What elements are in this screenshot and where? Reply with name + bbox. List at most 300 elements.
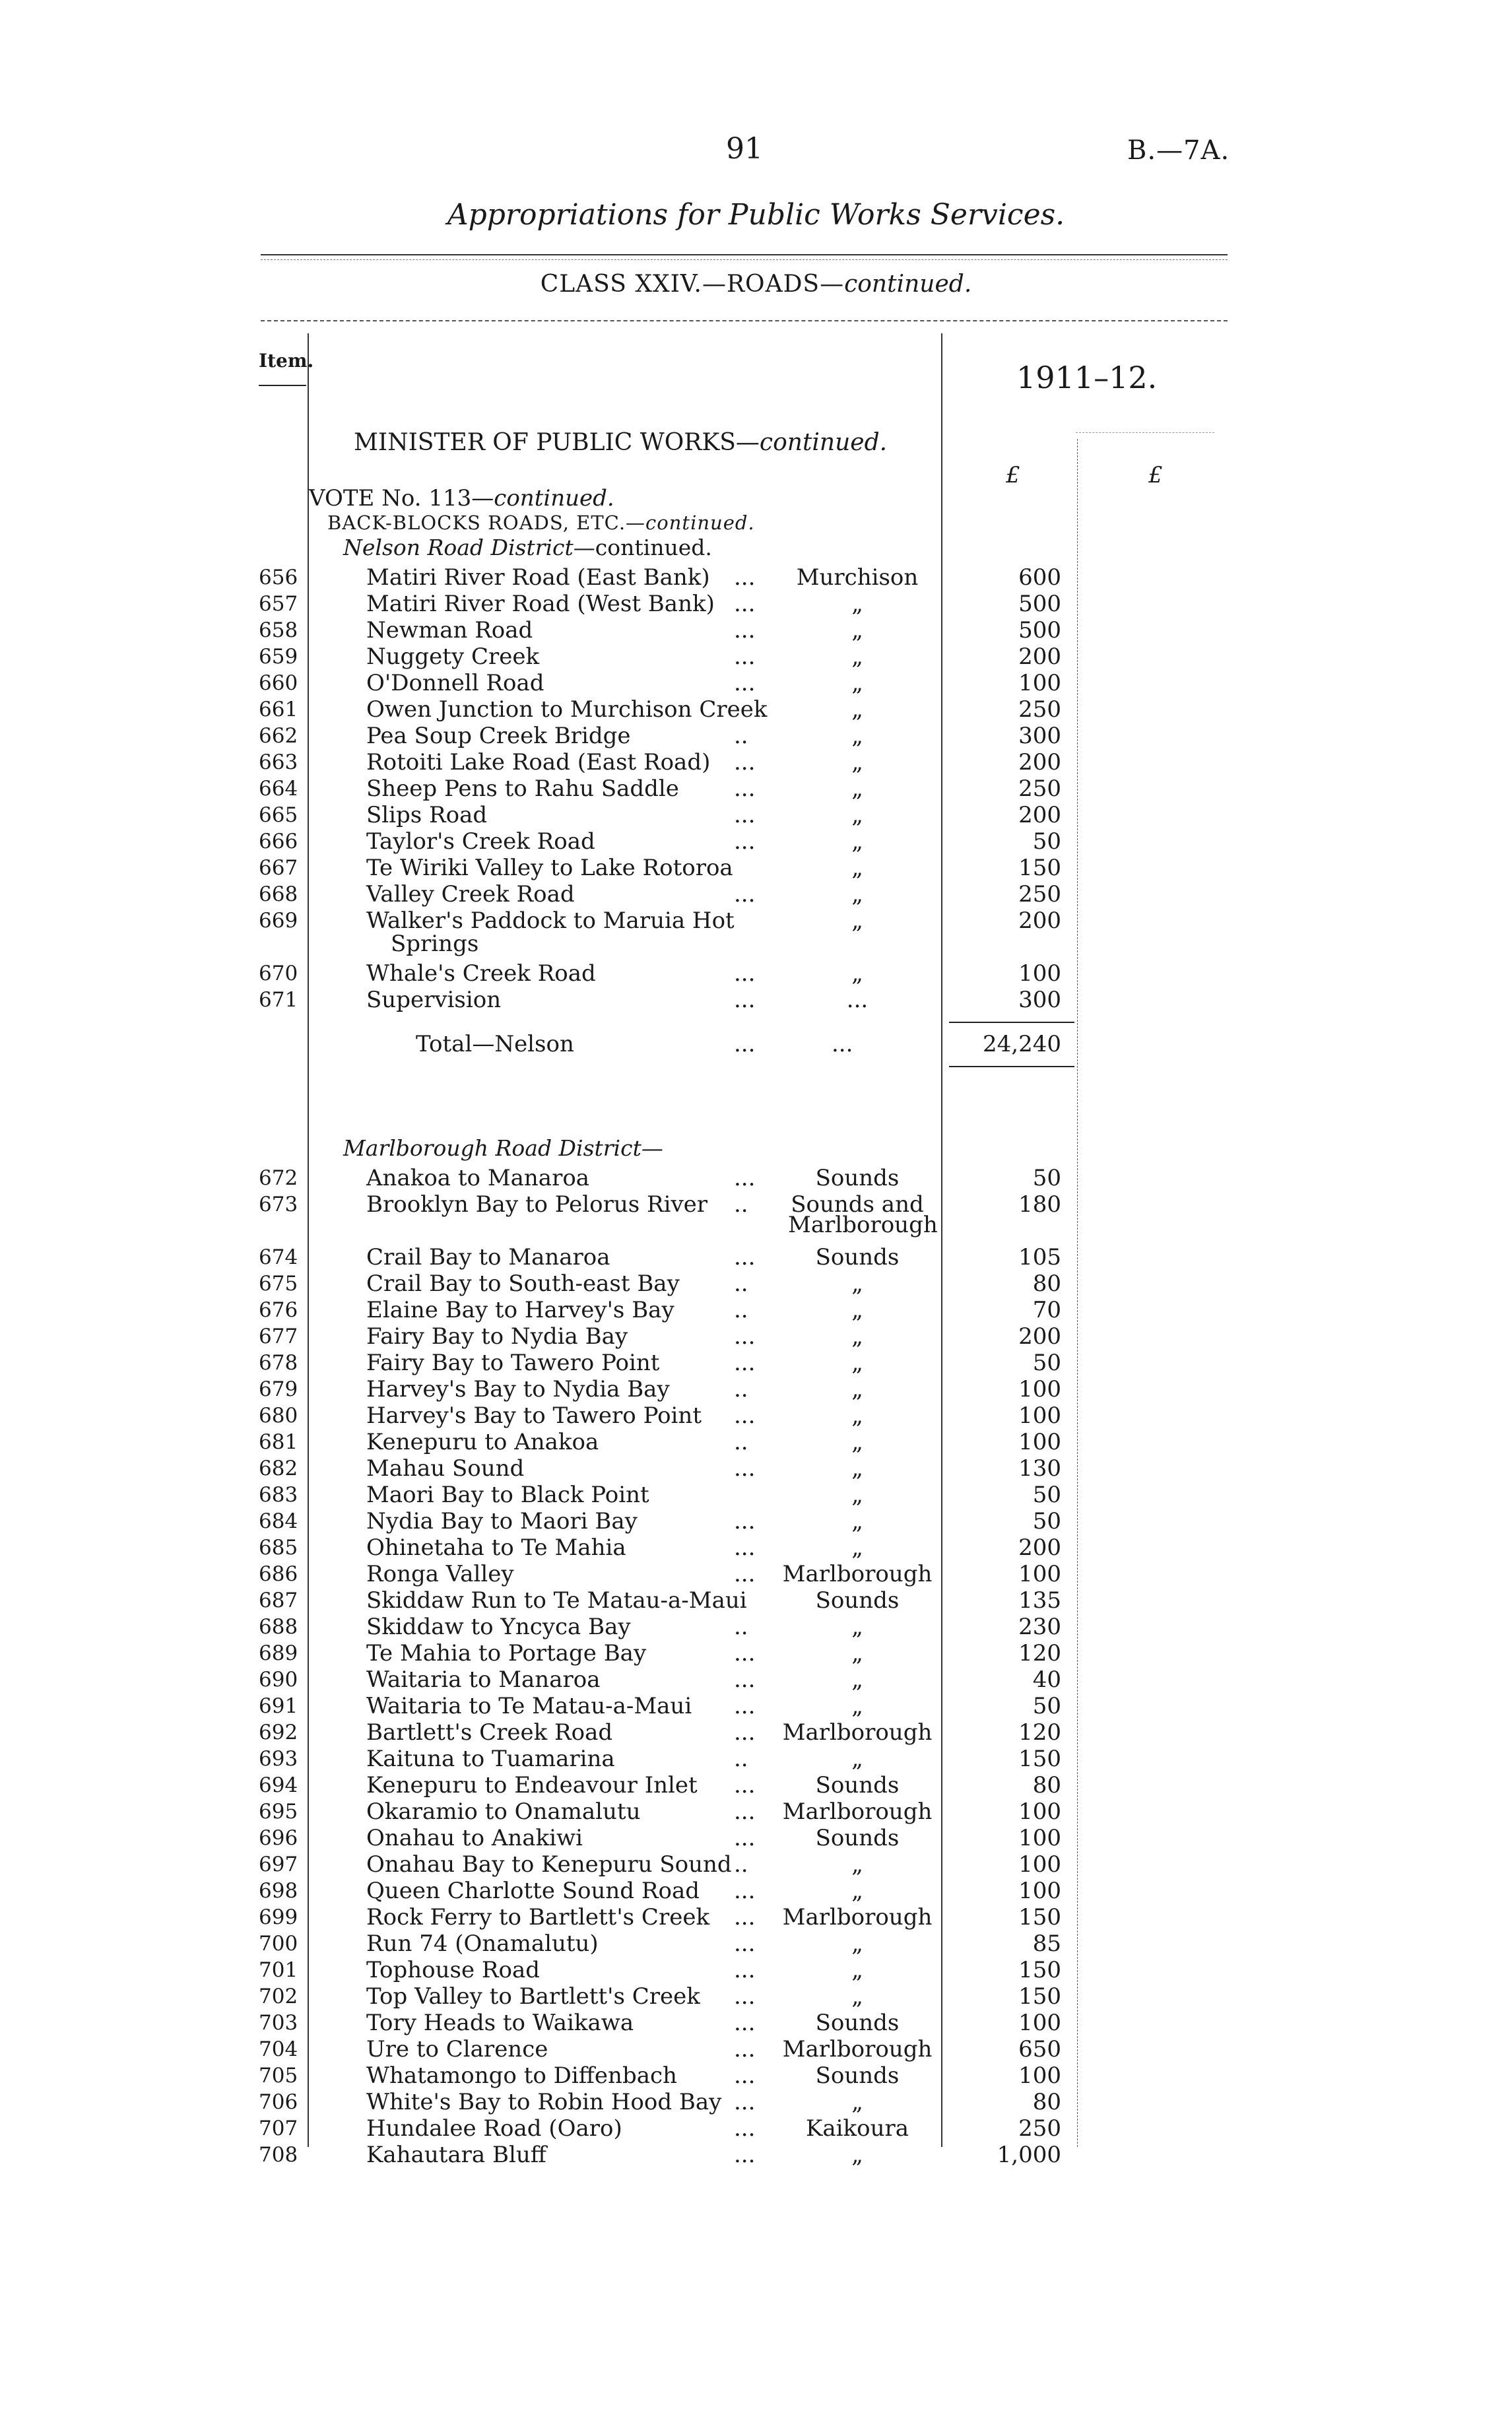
table-row (0, 1244, 1512, 1270)
item-number: 702 (259, 1985, 298, 2008)
table-row (0, 828, 1512, 855)
road-name: Waitaria to Manaroa (366, 1666, 601, 1693)
year-column-header: 1911–12. (1016, 360, 1158, 395)
page-number: 91 (726, 132, 763, 166)
table-row (0, 987, 1512, 1013)
nelson-total-row (0, 1031, 1512, 1057)
locality: Kaikoura (805, 2115, 909, 2142)
road-name: Queen Charlotte Sound Road (366, 1878, 700, 1904)
road-name: Fairy Bay to Tawero Point (366, 1350, 660, 1376)
amount: 180 (1018, 1191, 1061, 1218)
road-name: Tophouse Road (366, 1957, 541, 1983)
leader-dots: ... (734, 1561, 756, 1587)
road-name: Whale's Creek Road (366, 960, 596, 987)
leader-dots: ... (734, 1455, 756, 1482)
amount: 100 (1018, 1376, 1061, 1402)
leader-dots: ... (734, 617, 756, 644)
item-number: 659 (259, 645, 298, 669)
table-row (0, 1851, 1512, 1878)
road-name: White's Bay to Robin Hood Bay (366, 2089, 722, 2115)
item-number: 693 (259, 1747, 298, 1771)
amount: 150 (1018, 1957, 1061, 1983)
item-number: 684 (259, 1509, 298, 1533)
item-number: 701 (259, 1958, 298, 1982)
leader-dots: ... (734, 1402, 756, 1429)
road-name: Nuggety Creek (366, 644, 540, 670)
leader-dots: .. (734, 1614, 748, 1640)
leader-dots: ... (734, 776, 756, 802)
locality: „ (851, 855, 863, 881)
leader-dots: .. (734, 1376, 748, 1402)
item-number: 695 (259, 1800, 298, 1824)
leader-dots: .. (734, 1851, 748, 1878)
table-row (0, 1930, 1512, 1957)
item-number: 672 (259, 1166, 298, 1190)
leader-dots: ... (734, 987, 756, 1013)
leader-dots: ... (734, 2089, 756, 2115)
rule-under-class-heading (261, 320, 1228, 321)
table-row (0, 1350, 1512, 1376)
table-row (0, 1429, 1512, 1455)
road-name: Crail Bay to Manaroa (366, 1244, 610, 1270)
table-row (0, 1323, 1512, 1350)
table-row (0, 1693, 1512, 1719)
locality: „ (851, 881, 863, 908)
page-reference: B.—7A. (1127, 135, 1230, 166)
item-number: 694 (259, 1773, 298, 1797)
table-row (0, 1561, 1512, 1587)
amount: 100 (1018, 2062, 1061, 2089)
table-row (0, 881, 1512, 908)
locality: „ (851, 1534, 863, 1561)
leader-dots: ... (734, 1165, 756, 1191)
leader-dots: .. (734, 1297, 748, 1323)
table-row (0, 1534, 1512, 1561)
amount: 50 (1032, 1350, 1061, 1376)
leader-dots: ... (734, 1350, 756, 1376)
leader-dots: ... (734, 564, 756, 591)
vote-heading-main: VOTE No. 113— (309, 485, 494, 512)
total-rule-bottom (949, 1066, 1074, 1067)
amount: 50 (1032, 828, 1061, 855)
leader-dots: ... (734, 644, 756, 670)
amount: 100 (1018, 2010, 1061, 2036)
locality: „ (851, 2089, 863, 2115)
leader-dots: ... (734, 1244, 756, 1270)
page-title: Appropriations for Public Works Services. (447, 198, 1065, 232)
locality: „ (851, 1851, 863, 1878)
road-name: Bartlett's Creek Road (366, 1719, 613, 1746)
minister-heading (354, 429, 887, 456)
road-name: Slips Road (366, 802, 488, 828)
locality: „ (851, 1930, 863, 1957)
locality: Marlborough (782, 1561, 933, 1587)
item-number: 696 (259, 1826, 298, 1850)
table-row (0, 723, 1512, 749)
locality: „ (851, 776, 863, 802)
row-669-continuation: Springs (391, 931, 479, 957)
backblocks-heading-main: BACK-BLOCKS ROADS, ETC.— (327, 512, 646, 534)
road-name: Waitaria to Te Matau-a-Maui (366, 1693, 692, 1719)
amount: 150 (1018, 1746, 1061, 1772)
road-name: Ronga Valley (366, 1561, 514, 1587)
amount: 80 (1032, 1270, 1061, 1297)
road-name: Nydia Bay to Maori Bay (366, 1508, 638, 1534)
road-name: Anakoa to Manaroa (366, 1165, 590, 1191)
item-number: 673 (259, 1193, 298, 1216)
leader-dots: ... (734, 1878, 756, 1904)
road-name: Onahau to Anakiwi (366, 1825, 583, 1851)
road-name: Kenepuru to Anakoa (366, 1429, 599, 1455)
amount: 650 (1018, 2036, 1061, 2062)
table-row (0, 2010, 1512, 2036)
item-number: 683 (259, 1483, 298, 1507)
locality: Sounds (815, 1772, 900, 1798)
amount: 250 (1018, 881, 1061, 908)
item-number: 705 (259, 2064, 298, 2088)
table-row (0, 1983, 1512, 2010)
locality: „ (851, 1640, 863, 1666)
item-number: 703 (259, 2011, 298, 2035)
item-number: 680 (259, 1404, 298, 1428)
leader-dots: ... (734, 1983, 756, 2010)
road-name: Te Mahia to Portage Bay (366, 1640, 647, 1666)
row-673-location-continuation: Marlborough (788, 1212, 938, 1238)
road-name: Fairy Bay to Nydia Bay (366, 1323, 628, 1350)
table-row (0, 2142, 1512, 2168)
amount: 600 (1018, 564, 1061, 591)
locality: ... (846, 987, 869, 1013)
leader-dots: ... (734, 2062, 756, 2089)
road-name: Rotoiti Lake Road (East Road) (366, 749, 711, 776)
item-number: 706 (259, 2090, 298, 2114)
year-header-underline (1076, 432, 1214, 433)
locality: „ (851, 749, 863, 776)
locality: „ (851, 2142, 863, 2168)
item-number: 685 (259, 1536, 298, 1560)
leader-dots: ... (734, 1508, 756, 1534)
leader-dots: ... (734, 749, 756, 776)
amount: 200 (1018, 644, 1061, 670)
table-row (0, 1640, 1512, 1666)
item-number: 689 (259, 1641, 298, 1665)
amount: 200 (1018, 1534, 1061, 1561)
locality: Marlborough (782, 1904, 933, 1930)
locality: „ (851, 908, 863, 934)
road-name: Supervision (366, 987, 502, 1013)
item-number: 686 (259, 1562, 298, 1586)
leader-dots: ... (734, 591, 756, 617)
locality: „ (851, 1666, 863, 1693)
class-heading-continued: continued. (844, 271, 972, 298)
locality: „ (851, 1270, 863, 1297)
amount: 70 (1032, 1297, 1061, 1323)
locality: „ (851, 1878, 863, 1904)
locality: „ (851, 1297, 863, 1323)
table-row (0, 1798, 1512, 1825)
road-name: Onahau Bay to Kenepuru Sound (366, 1851, 732, 1878)
locality: Murchison (796, 564, 919, 591)
leader-dots: .. (734, 1429, 748, 1455)
amount: 50 (1032, 1693, 1061, 1719)
class-heading-main: CLASS XXIV.—ROADS— (540, 271, 845, 298)
locality: „ (851, 1402, 863, 1429)
locality: „ (851, 1323, 863, 1350)
locality: „ (851, 723, 863, 749)
locality: „ (851, 617, 863, 644)
amount: 100 (1018, 1429, 1061, 1455)
amount: 230 (1018, 1614, 1061, 1640)
amount: 150 (1018, 855, 1061, 881)
locality: „ (851, 1376, 863, 1402)
item-number: 692 (259, 1721, 298, 1744)
locality: Sounds (815, 2062, 900, 2089)
nelson-district-title: Nelson Road District— (343, 535, 595, 560)
table-row (0, 1957, 1512, 1983)
amount: 85 (1032, 1930, 1061, 1957)
amount: 50 (1032, 1508, 1061, 1534)
road-name: Harvey's Bay to Nydia Bay (366, 1376, 670, 1402)
amount: 130 (1018, 1455, 1061, 1482)
table-row (0, 1402, 1512, 1429)
leader-dots: ... (734, 1693, 756, 1719)
item-number: 700 (259, 1932, 298, 1956)
table-row (0, 1614, 1512, 1640)
table-row (0, 2036, 1512, 2062)
item-number: 707 (259, 2117, 298, 2140)
road-name: Whatamongo to Diffenbach (366, 2062, 677, 2089)
leader-dots: ... (734, 802, 756, 828)
road-name: Taylor's Creek Road (366, 828, 595, 855)
leader-dots: ... (734, 1957, 756, 1983)
leader-dots: ... (734, 881, 756, 908)
amount: 250 (1018, 2115, 1061, 2142)
leader-dots: ... (734, 1534, 756, 1561)
locality: Marlborough (782, 1719, 933, 1746)
table-row (0, 644, 1512, 670)
table-row (0, 670, 1512, 696)
leader-dots: ... (734, 1640, 756, 1666)
item-number: 671 (259, 988, 298, 1012)
road-name: Crail Bay to South-east Bay (366, 1270, 680, 1297)
locality: „ (851, 960, 863, 987)
leader-dots: .. (734, 723, 748, 749)
road-name: Tory Heads to Waikawa (366, 2010, 634, 2036)
nelson-district-continued: continued. (595, 535, 712, 560)
road-name: Kenepuru to Endeavour Inlet (366, 1772, 698, 1798)
item-number: 664 (259, 777, 298, 801)
road-name: Run 74 (Onamalutu) (366, 1930, 599, 1957)
table-row (0, 2062, 1512, 2089)
leader-dots: ... (734, 1666, 756, 1693)
table-row (0, 960, 1512, 987)
road-name: Brooklyn Bay to Pelorus River (366, 1191, 708, 1218)
locality: Marlborough (782, 1798, 933, 1825)
locality: „ (851, 670, 863, 696)
table-row (0, 1455, 1512, 1482)
amount: 100 (1018, 1878, 1061, 1904)
road-name: Owen Junction to Murchison Creek (366, 696, 768, 723)
item-column-header: Item. (259, 350, 314, 372)
table-row (0, 1772, 1512, 1798)
road-name: Matiri River Road (East Bank) (366, 564, 710, 591)
nelson-district-heading (343, 535, 712, 560)
amount: 100 (1018, 960, 1061, 987)
amount: 300 (1018, 723, 1061, 749)
backblocks-heading-continued: continued. (645, 512, 755, 534)
locality: „ (851, 1957, 863, 1983)
locality: „ (851, 644, 863, 670)
amount: 120 (1018, 1719, 1061, 1746)
road-name: Skiddaw Run to Te Matau-a-Maui (366, 1587, 747, 1614)
amount: 100 (1018, 1851, 1061, 1878)
table-row (0, 564, 1512, 591)
amount: 50 (1032, 1482, 1061, 1508)
amount: 150 (1018, 1904, 1061, 1930)
road-name: Hundalee Road (Oaro) (366, 2115, 622, 2142)
item-number: 676 (259, 1298, 298, 1322)
item-number: 670 (259, 962, 298, 985)
leader-dots: ... (734, 1930, 756, 1957)
locality: „ (851, 802, 863, 828)
amount: 135 (1018, 1587, 1061, 1614)
item-number: 677 (259, 1325, 298, 1348)
amount: 100 (1018, 1402, 1061, 1429)
minister-heading-main: MINISTER OF PUBLIC WORKS— (354, 429, 760, 456)
road-name: Rock Ferry to Bartlett's Creek (366, 1904, 710, 1930)
minister-heading-continued: continued. (759, 429, 888, 456)
road-name: Valley Creek Road (366, 881, 575, 908)
road-name: Skiddaw to Yncyca Bay (366, 1614, 631, 1640)
class-heading (0, 271, 1512, 298)
item-number: 708 (259, 2143, 298, 2167)
amount: 100 (1018, 670, 1061, 696)
item-number: 699 (259, 1905, 298, 1929)
road-name: Ure to Clarence (366, 2036, 548, 2062)
locality: „ (851, 1508, 863, 1534)
amount: 200 (1018, 802, 1061, 828)
table-row (0, 1746, 1512, 1772)
table-row (0, 696, 1512, 723)
leader-dots: ... (734, 960, 756, 987)
nelson-total-dots-2: ... (832, 1031, 853, 1057)
table-row (0, 1666, 1512, 1693)
table-row (0, 855, 1512, 881)
road-name: Okaramio to Onamalutu (366, 1798, 641, 1825)
road-name: Kaituna to Tuamarina (366, 1746, 615, 1772)
road-name: Elaine Bay to Harvey's Bay (366, 1297, 674, 1323)
road-name: Mahau Sound (366, 1455, 525, 1482)
total-rule-top (949, 1022, 1074, 1023)
item-number: 697 (259, 1853, 298, 1876)
leader-dots: .. (734, 1191, 748, 1218)
table-row (0, 617, 1512, 644)
pound-sign-column-1: £ (1006, 462, 1020, 488)
item-number: 698 (259, 1879, 298, 1903)
road-name: Kahautara Bluff (366, 2142, 546, 2168)
road-name: Matiri River Road (West Bank) (366, 591, 715, 617)
leader-dots: ... (734, 2010, 756, 2036)
table-row (0, 802, 1512, 828)
item-number: 662 (259, 724, 298, 748)
leader-dots: ... (734, 2142, 756, 2168)
item-number: 656 (259, 566, 298, 589)
item-number: 665 (259, 803, 298, 827)
locality: „ (851, 696, 863, 723)
amount: 100 (1018, 1561, 1061, 1587)
road-name: Newman Road (366, 617, 533, 644)
item-number: 691 (259, 1694, 298, 1718)
leader-dots: ... (734, 1772, 756, 1798)
amount: 80 (1032, 2089, 1061, 2115)
item-number: 675 (259, 1272, 298, 1296)
locality: „ (851, 591, 863, 617)
locality: „ (851, 1482, 863, 1508)
item-number: 660 (259, 671, 298, 695)
leader-dots: ... (734, 1798, 756, 1825)
road-name: O'Donnell Road (366, 670, 544, 696)
table-row (0, 1482, 1512, 1508)
table-row (0, 908, 1512, 934)
locality: Sounds (815, 1587, 900, 1614)
amount: 200 (1018, 749, 1061, 776)
leader-dots: .. (734, 1746, 748, 1772)
leader-dots: ... (734, 2036, 756, 2062)
locality: Sounds (815, 1244, 900, 1270)
table-row (0, 2089, 1512, 2115)
nelson-total-label: Total—Nelson (416, 1031, 574, 1057)
rule-under-title (261, 254, 1228, 255)
leader-dots: ... (734, 828, 756, 855)
item-number: 669 (259, 909, 298, 933)
amount: 300 (1018, 987, 1061, 1013)
table-row (0, 749, 1512, 776)
item-number: 678 (259, 1351, 298, 1375)
item-number: 704 (259, 2037, 298, 2061)
road-name: Maori Bay to Black Point (366, 1482, 649, 1508)
locality: Sounds and (791, 1191, 924, 1218)
amount: 250 (1018, 696, 1061, 723)
item-number: 667 (259, 856, 298, 880)
nelson-total-dots: ... (734, 1031, 756, 1057)
leader-dots: ... (734, 1323, 756, 1350)
rule-under-title-2 (261, 259, 1228, 260)
item-number: 658 (259, 618, 298, 642)
road-name: Top Valley to Bartlett's Creek (366, 1983, 700, 2010)
locality: „ (851, 1614, 863, 1640)
amount: 1,000 (997, 2142, 1061, 2168)
table-row (0, 776, 1512, 802)
marlborough-district-heading: Marlborough Road District— (343, 1135, 663, 1161)
table-row (0, 1191, 1512, 1218)
nelson-total-amount: 24,240 (983, 1031, 1061, 1057)
pound-sign-column-2: £ (1148, 462, 1163, 488)
amount: 200 (1018, 908, 1061, 934)
amount: 105 (1018, 1244, 1061, 1270)
leader-dots: ... (734, 2115, 756, 2142)
amount: 120 (1018, 1640, 1061, 1666)
road-name: Harvey's Bay to Tawero Point (366, 1402, 702, 1429)
vote-heading-continued: continued. (494, 485, 614, 512)
backblocks-heading (327, 512, 755, 534)
locality: „ (851, 1746, 863, 1772)
road-name: Te Wiriki Valley to Lake Rotoroa (366, 855, 733, 881)
road-name: Ohinetaha to Te Mahia (366, 1534, 626, 1561)
locality: „ (851, 1455, 863, 1482)
item-number: 657 (259, 592, 298, 616)
locality: „ (851, 1693, 863, 1719)
item-number: 688 (259, 1615, 298, 1639)
